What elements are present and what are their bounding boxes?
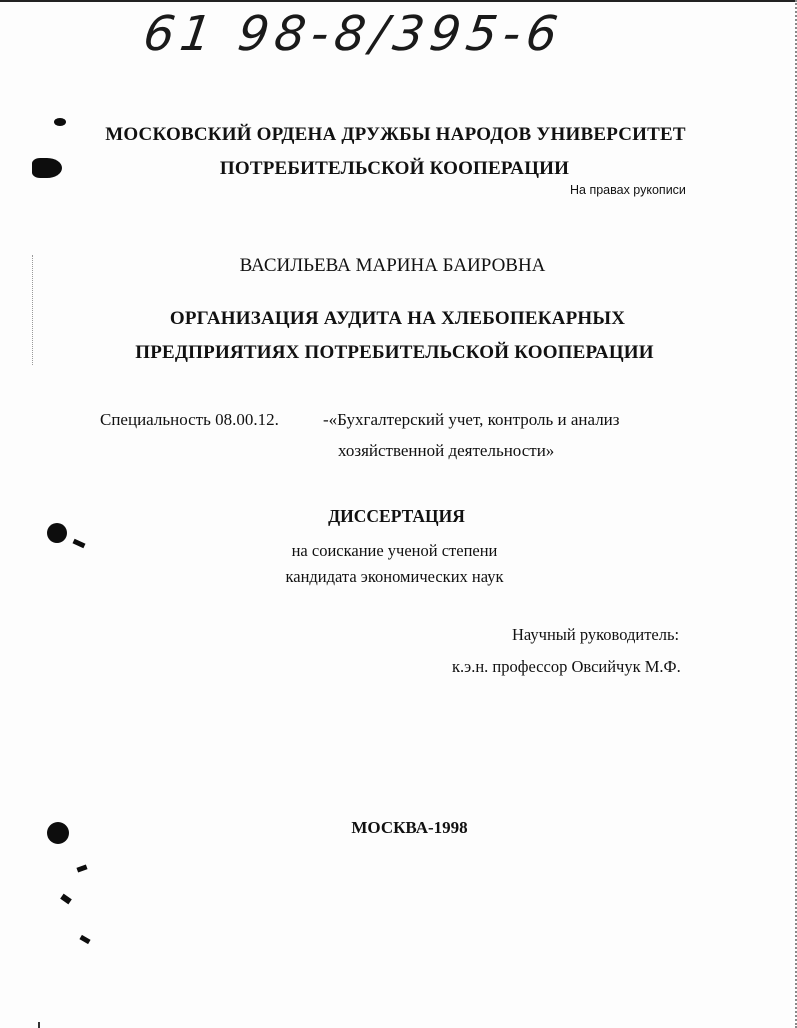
specialty-label: Специальность 08.00.12.	[100, 410, 279, 429]
scan-artifact	[60, 894, 72, 905]
scan-artifact	[79, 935, 90, 944]
dissertation-heading: ДИССЕРТАЦИЯ	[328, 506, 465, 526]
scan-artifact	[76, 864, 87, 872]
city-year: МОСКВА-1998	[351, 818, 468, 837]
university-name-line1: МОСКОВСКИЙ ОРДЕНА ДРУЖБЫ НАРОДОВ УНИВЕРСИТЕТ	[105, 124, 686, 145]
handwritten-catalog-number: 61 98-8/395-6	[140, 6, 567, 62]
university-name-line2: ПОТРЕБИТЕЛЬСКОЙ КООПЕРАЦИИ	[219, 158, 570, 179]
specialty-text-line2: хозяйственной деятельности»	[338, 441, 555, 460]
degree-line2: кандидата экономических наук	[285, 567, 504, 586]
scan-top-border	[0, 0, 797, 2]
dissertation-title-line1: ОРГАНИЗАЦИЯ АУДИТА НА ХЛЕБОПЕКАРНЫХ	[169, 308, 626, 329]
specialty-text-line1: -«Бухгалтерский учет, контроль и анализ	[323, 410, 620, 429]
rights-note: На правах рукописи	[570, 183, 686, 197]
author-name: ВАСИЛЬЕВА МАРИНА БАИРОВНА	[239, 255, 546, 276]
scan-bottom-mark	[38, 1022, 40, 1028]
dissertation-title-line2: ПРЕДПРИЯТИЯХ ПОТРЕБИТЕЛЬСКОЙ КООПЕРАЦИИ	[135, 342, 654, 363]
supervisor-name: к.э.н. профессор Овсийчук М.Ф.	[452, 657, 681, 676]
supervisor-label: Научный руководитель:	[512, 625, 680, 644]
degree-line1: на соискание ученой степени	[291, 541, 498, 560]
